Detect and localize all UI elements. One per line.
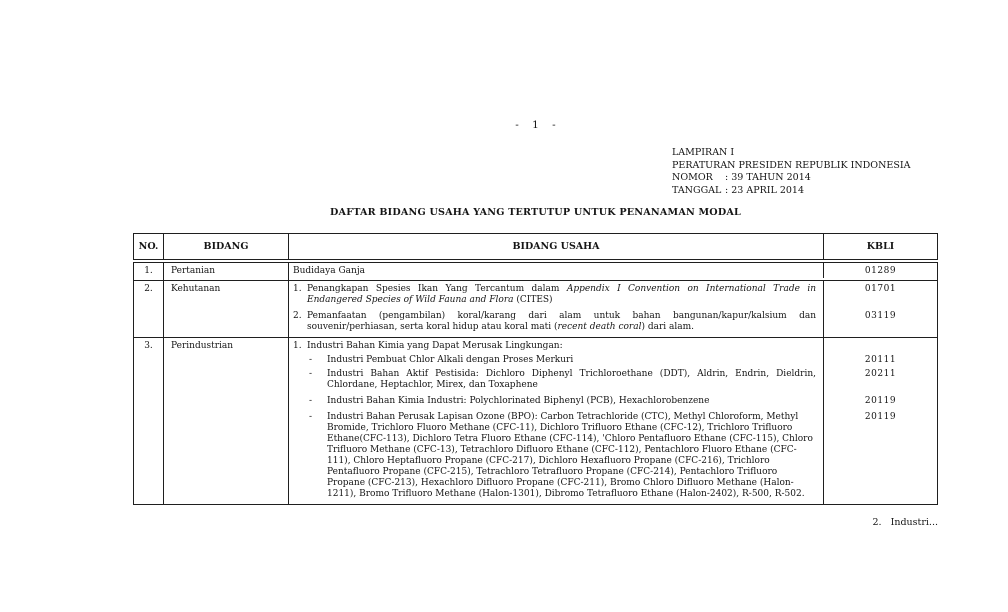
cell-kbli: 20111 [823,353,937,367]
cell-kbli: 01289 [823,263,937,278]
cell-bidang-usaha [289,338,823,353]
cell-kbli: 03119 [823,307,937,337]
table-row-perindustrian [134,337,937,504]
regulation-letterhead [672,147,910,197]
bullet-dash: - [309,369,313,379]
cell-kbli: 20119 [823,408,937,504]
subrow [289,408,937,504]
cell-bidang-usaha [289,307,823,337]
bullet-item [309,355,816,366]
numbered-item [293,311,816,333]
table-row-kehutanan [134,280,937,337]
bullet-text: Industri Pembuat Chlor Alkali dengan Proses Merkuri [327,355,574,365]
table-header-row [133,233,938,260]
cell-no: 1. [134,263,164,280]
item-text: Penangkapan Spesies Ikan Yang Tercantum dalam Appendix I Convention on International Trade in Endangered Species of Wild Fauna and Flora (CITES) [307,284,816,305]
lampiran-line: LAMPIRAN I [672,147,735,158]
bullet-text: Industri Bahan Perusak Lapisan Ozone (BPO): Carbon Tetrachloride (CTC), Methyl Chloroform, Methyl Bromide, Trichloro Fluoro Methane (CFC-11), Dichloro Trifluoro Ethane (CFC-12), Trichloro Trifluoro Ethane(CFC-113), Dichloro Tetra Fluoro Ethane (CFC-114), 'Chloro Pentafluoro Ethane (CFC-115), Chloro Trifluoro Methane (CFC-13), Tetrachloro Difluoro Ethane (CFC-112), Pentachloro Fluoro Ethane (CFC-111), Chloro Heptafluoro Propane (CFC-217), Dichloro Hexafluoro Propane (CFC-216), Trichloro Pentafluoro Propane (CFC-215), Tetrachloro Tetrafluoro Propane (CFC-214), Pentachloro Trifluoro Propane (CFC-213), Hexachloro Difluoro Propane (CFC-211), Bromo Chloro Difluoro Methane (Halon-1211), Bromo Trifluoro Methane (Halon-1301), Dibromo Tetrafluoro Ethane (Halon-2402), R-500, R-502. [327,412,813,499]
cell-bidang-usaha [289,281,823,307]
institution-line: PERATURAN PRESIDEN REPUBLIK INDONESIA [672,159,911,171]
numbered-item [293,284,816,306]
bullet-text: Industri Bahan Aktif Pestisida: Dichloro Diphenyl Trichloroethane (DDT), Aldrin, Endrin, Dieldrin, Chlordane, Heptachlor, Mirex, dan Toxaphene [327,369,816,390]
column-header-kbli: KBLI [823,234,937,259]
item-number: 2. [293,311,302,321]
document-title: DAFTAR BIDANG USAHA YANG TERTUTUP UNTUK PENANAMAN MODAL [330,207,741,218]
cell-bidang: Perindustrian [164,338,289,504]
nomor-line [672,172,910,185]
cell-bidang: Kehutanan [164,281,289,337]
page-catchword: 2. Industri... [872,517,938,528]
table-row-pertanian [134,263,937,280]
cell-kbli: 20119 [823,392,937,408]
subrow [289,338,937,353]
cell-right-group [289,281,937,337]
table-body [133,262,938,505]
subrow [289,281,937,307]
subrow [289,307,937,337]
cell-no: 3. [134,338,164,504]
column-header-bidang: BIDANG [164,234,289,259]
cell-right-group [289,263,937,280]
cell-no: 2. [134,281,164,337]
cell-kbli [823,338,937,353]
nomor-label: NOMOR [672,172,713,184]
tanggal-line [672,185,910,198]
item-number: 1. [293,284,302,294]
nomor-value: : 39 TAHUN 2014 [725,172,811,184]
column-header-no: NO. [134,234,164,259]
page-number: - 1 - [515,119,556,131]
cell-bidang-usaha [289,353,823,367]
subrow [289,353,937,367]
tanggal-label: TANGGAL [672,184,722,196]
tanggal-value: : 23 APRIL 2014 [725,184,804,196]
subrow [289,263,937,278]
bullet-item [309,396,816,407]
bullet-dash: - [309,412,313,422]
bullet-dash: - [309,355,313,365]
cell-bidang-usaha [289,367,823,392]
bullet-item [309,369,816,391]
bullet-dash: - [309,396,313,406]
bullet-item [309,412,816,500]
cell-bidang-usaha [289,408,823,504]
cell-bidang-usaha [289,392,823,408]
item-number: 1. [293,341,302,351]
numbered-item [293,341,816,352]
subrow [289,367,937,392]
bullet-text: Industri Bahan Kimia Industri: Polychlorinated Biphenyl (PCB), Hexachlorobenzene [327,396,710,406]
item-text: Industri Bahan Kimia yang Dapat Merusak Lingkungan: [307,341,563,351]
subrow [289,392,937,408]
cell-right-group [289,338,937,504]
cell-kbli: 01701 [823,281,937,307]
cell-kbli: 20211 [823,367,937,392]
item-text: Pemanfaatan (pengambilan) koral/karang dari alam untuk bahan bangunan/kapur/kalsium dan souvenir/perhiasan, serta koral hidup atau koral mati (recent death coral) dari alam. [307,311,816,332]
column-header-bidang-usaha: BIDANG USAHA [512,241,600,252]
cell-bidang-usaha: Budidaya Ganja [293,266,365,276]
cell-bidang: Pertanian [164,263,289,280]
